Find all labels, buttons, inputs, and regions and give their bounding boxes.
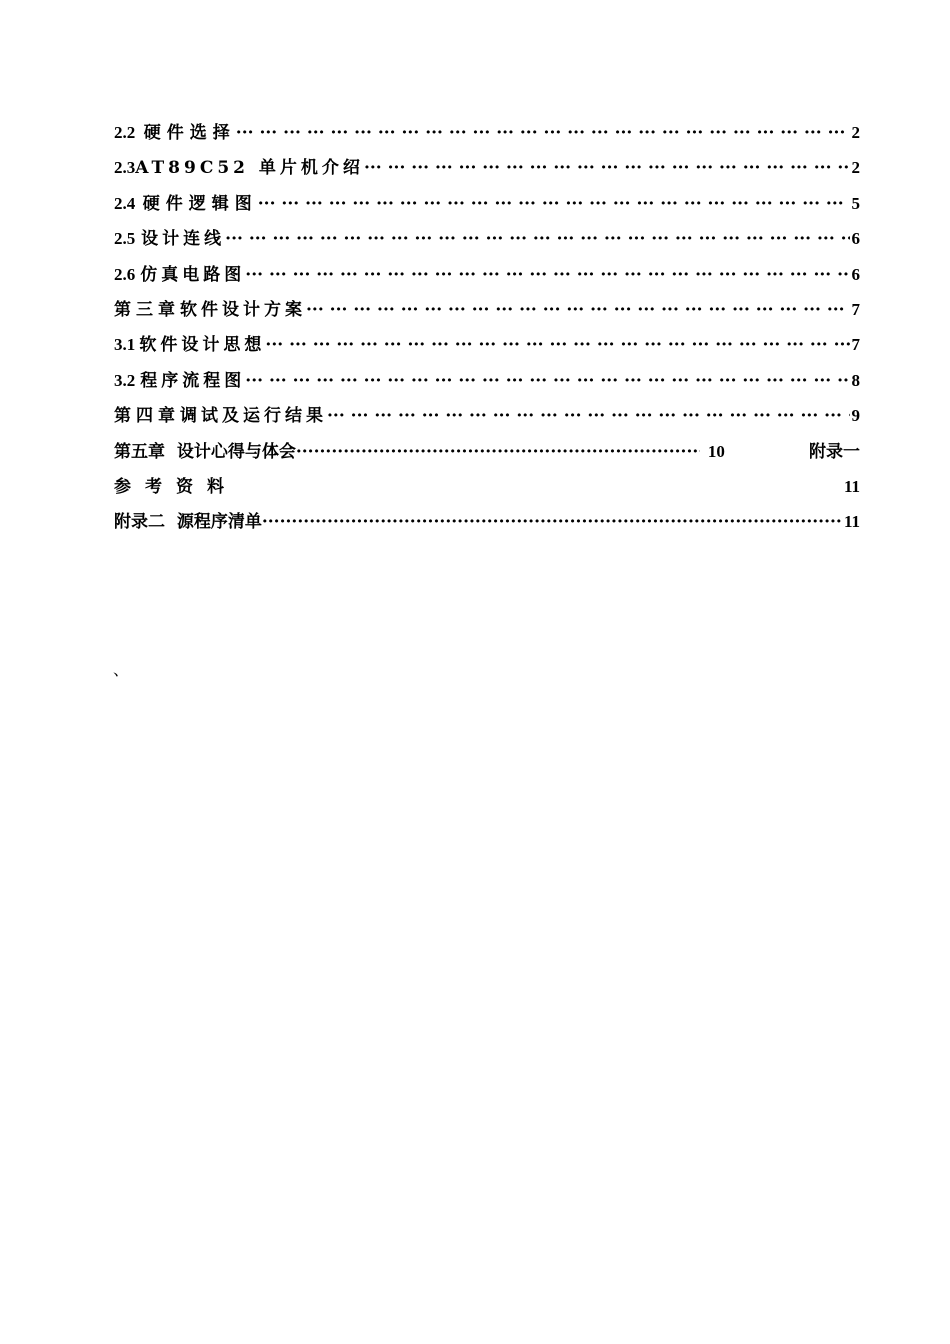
toc-page-number: 7 bbox=[851, 335, 860, 355]
toc-entry-3-1[interactable] bbox=[114, 330, 860, 365]
toc-number: 2.5 bbox=[114, 229, 136, 249]
toc-page-number: 11 bbox=[843, 512, 860, 532]
toc-entry-2-3[interactable] bbox=[114, 153, 860, 188]
dot-leader bbox=[236, 123, 850, 143]
dot-leader bbox=[327, 406, 850, 426]
toc-entry-2-4[interactable] bbox=[114, 189, 860, 224]
toc-page-number: 7 bbox=[851, 299, 860, 319]
toc-title: 硬件选择 bbox=[143, 123, 236, 143]
toc-entry-2-2[interactable] bbox=[114, 118, 860, 153]
toc-page-number: 6 bbox=[851, 229, 860, 249]
toc-entry-2-5[interactable] bbox=[114, 224, 860, 259]
toc-title: 第五章 设计心得与体会 bbox=[114, 441, 296, 462]
toc-title: 硬件逻辑图 bbox=[142, 193, 258, 214]
toc-title: 软件设计思想 bbox=[139, 335, 266, 356]
toc-entry-chapter-4[interactable] bbox=[114, 401, 860, 436]
dot-leader bbox=[306, 300, 850, 320]
toc-entry-references[interactable] bbox=[114, 472, 860, 507]
toc-entry-chapter-5[interactable] bbox=[114, 437, 860, 472]
toc-page-number: 9 bbox=[851, 406, 860, 426]
toc-appendix-one-label[interactable]: 附录一 bbox=[809, 441, 860, 462]
toc-title: 仿真电路图 bbox=[140, 264, 246, 285]
toc-entry-3-2[interactable] bbox=[114, 366, 860, 401]
toc-entry-appendix-2[interactable] bbox=[114, 507, 860, 542]
dot-leader bbox=[364, 158, 850, 178]
toc-number: 第三章 bbox=[114, 299, 180, 319]
toc-number: 第四章 bbox=[114, 406, 180, 426]
toc-number: 3.1 bbox=[114, 335, 136, 355]
dot-leader bbox=[258, 194, 850, 214]
toc-number: 2.3 bbox=[114, 158, 136, 178]
toc-page-number: 10 bbox=[707, 441, 725, 461]
dot-leader bbox=[245, 265, 849, 285]
toc-title: 设计连线 bbox=[141, 229, 226, 250]
toc-number: 2.6 bbox=[114, 264, 136, 284]
toc-title: 附录二 源程序清单 bbox=[114, 512, 262, 533]
toc-page-number: 6 bbox=[851, 264, 860, 284]
toc-title: 程序流程图 bbox=[140, 370, 246, 391]
dot-leader bbox=[262, 512, 842, 532]
toc-title: 参考资料 bbox=[114, 476, 238, 497]
toc-number: 2.2 bbox=[114, 123, 136, 142]
toc-page-number: 11 bbox=[843, 476, 860, 496]
toc-title: AT89C52 单片机介绍 bbox=[135, 158, 364, 179]
toc-entry-2-6[interactable] bbox=[114, 260, 860, 295]
dot-leader bbox=[245, 371, 849, 391]
toc-number: 3.2 bbox=[114, 370, 136, 390]
toc-page-number: 2 bbox=[851, 158, 860, 178]
toc-page-number: 8 bbox=[851, 370, 860, 390]
toc-entry-chapter-3[interactable] bbox=[114, 295, 860, 330]
toc-number: 2.4 bbox=[114, 193, 136, 213]
dot-leader bbox=[296, 442, 700, 462]
dot-leader bbox=[265, 335, 849, 355]
toc-page-number: 2 bbox=[851, 123, 860, 142]
toc-title: 调试及运行结果 bbox=[180, 406, 327, 427]
dot-leader bbox=[225, 229, 849, 249]
stray-punctuation-mark: 、 bbox=[113, 660, 130, 679]
toc-page-number: 5 bbox=[851, 193, 860, 213]
toc-title: 软件设计方案 bbox=[180, 299, 306, 320]
table-of-contents bbox=[114, 118, 860, 543]
